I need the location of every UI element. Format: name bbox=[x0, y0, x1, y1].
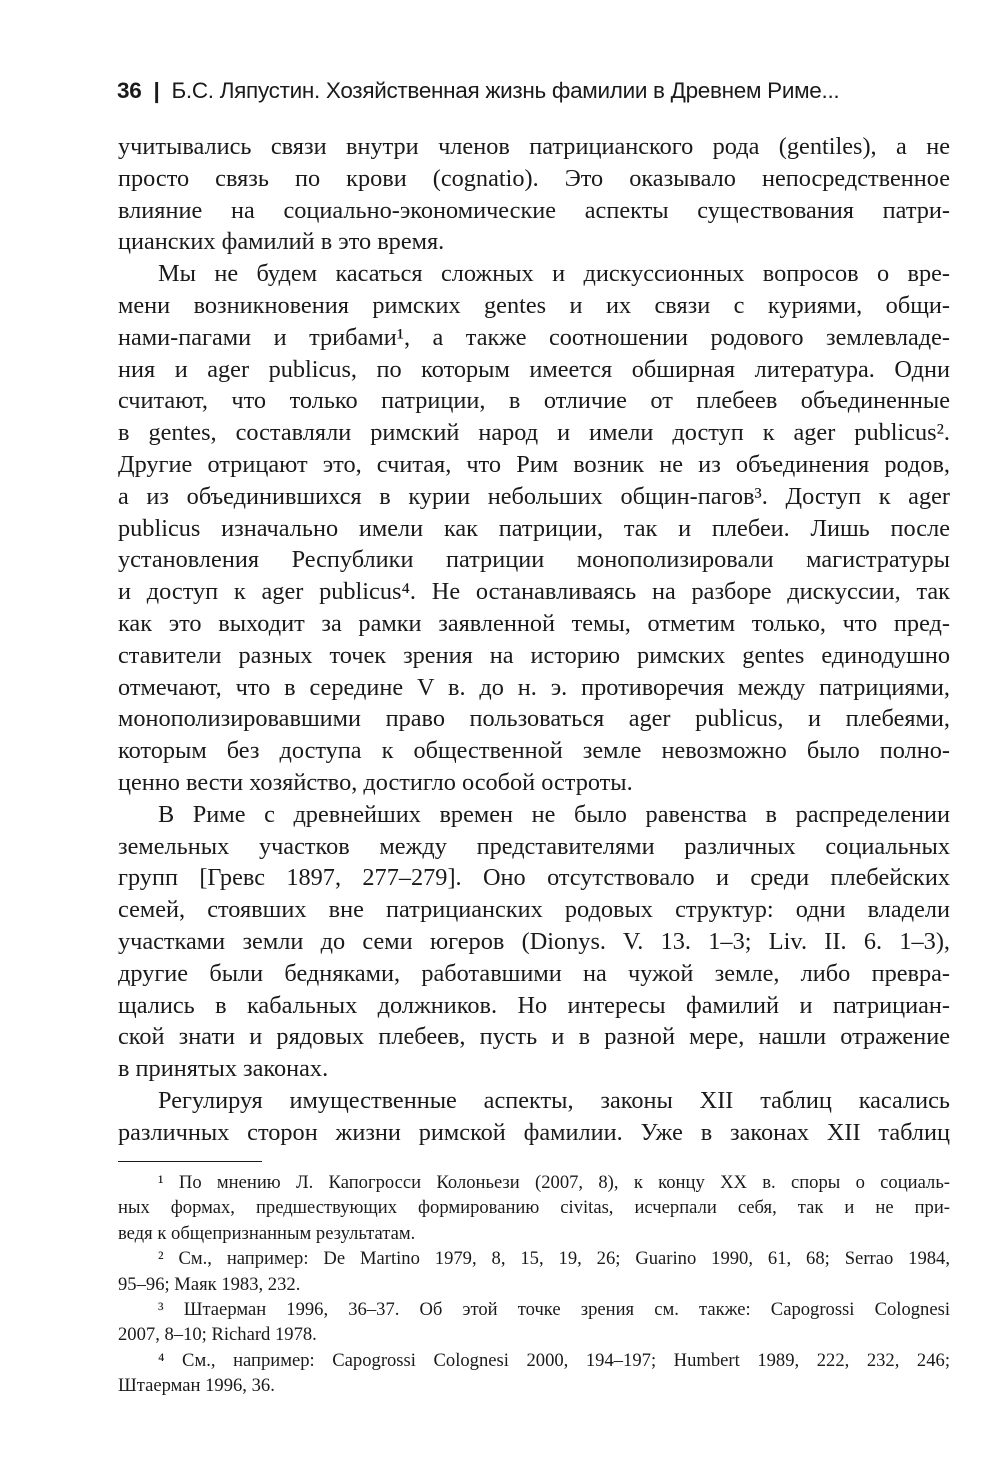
text-line: ния и ager publicus, по которым имеется обширная литература. Одни bbox=[118, 355, 950, 383]
footnote-divider bbox=[118, 1161, 262, 1162]
text-line: установления Республики патриции монополизировали магистратуры bbox=[118, 546, 950, 574]
text-line: семей, стоявших вне патрицианских родовых структур: одни владели bbox=[118, 896, 950, 924]
text-line: цианских фамилий в это время. bbox=[118, 228, 445, 256]
paragraph-3 bbox=[118, 799, 950, 1085]
text-line: просто связь по крови (cognatio). Это оказывало непосредственное bbox=[118, 164, 950, 192]
page-number: 36 bbox=[117, 78, 142, 103]
text-line: в принятых законах. bbox=[118, 1055, 329, 1083]
text-line: а из объединившихся в курии небольших общин-пагов³. Доступ к ager bbox=[118, 482, 950, 510]
text-line: ставители разных точек зрения на историю римских gentes единодушно bbox=[118, 641, 950, 669]
text-line: и доступ к ager publicus⁴. Не останавливаясь на разборе дискуссии, так bbox=[118, 578, 950, 606]
running-head bbox=[117, 76, 957, 106]
text-line: в gentes, составляли римский народ и имели доступ к ager publicus². bbox=[118, 419, 950, 447]
text-line: учитывались связи внутри членов патрицианского рода (gentiles), а не bbox=[118, 133, 950, 160]
body-text bbox=[118, 131, 950, 1149]
footnote-1 bbox=[118, 1170, 950, 1246]
text-line: мени возникновения римских gentes и их связи с куриями, общи- bbox=[118, 291, 950, 319]
text-line: которым без доступа к общественной земле невозможно было полно- bbox=[118, 737, 950, 765]
text-line: ской знати и рядовых плебеев, пусть и в разной мере, нашли отражение bbox=[118, 1023, 950, 1051]
footnotes bbox=[118, 1170, 950, 1399]
text-line: щались в кабальных должников. Но интересы фамилий и патрициан- bbox=[118, 991, 950, 1019]
text-line: Регулируя имущественные аспекты, законы XII таблиц касались bbox=[158, 1086, 950, 1114]
paragraph-2 bbox=[118, 258, 950, 799]
text-line: групп [Гревс 1897, 277–279]. Оно отсутствовало и среди плебейских bbox=[118, 864, 950, 892]
text-line: В Риме с древнейших времен не было равенства в распределении bbox=[158, 800, 950, 828]
text-line: нами-пагами и трибами¹, а также соотношении родового землевладе- bbox=[118, 323, 950, 351]
text-line: Мы не будем касаться сложных и дискуссионных вопросов о вре- bbox=[158, 260, 950, 288]
footnote-line: Штаерман 1996, 36. bbox=[118, 1375, 275, 1397]
footnote-2 bbox=[118, 1246, 950, 1297]
text-line: отмечают, что в середине V в. до н. э. противоречия между патрициями, bbox=[118, 673, 950, 701]
text-line: участками земли до семи югеров (Dionys. V. 13. 1–3; Liv. II. 6. 1–3), bbox=[118, 927, 950, 955]
footnote-line: ² См., например: De Martino 1979, 8, 15, 19, 26; Guarino 1990, 61, 68; Serrao 1984, bbox=[158, 1248, 950, 1270]
text-line: монополизировавшими право пользоваться ager publicus, и плебеями, bbox=[118, 705, 950, 733]
footnote-line: ных формах, предшествующих формированию civitas, исчерпали себя, так и не при- bbox=[118, 1197, 950, 1219]
running-head-title: Б.С. Ляпустин. Хозяйственная жизнь фамилии в Древнем Риме... bbox=[171, 78, 840, 103]
text-line: различных сторон жизни римской фамилии. Уже в законах XII таблиц bbox=[118, 1118, 950, 1146]
text-line: земельных участков между представителями различных социальных bbox=[118, 832, 950, 860]
text-line: publicus изначально имели как патриции, так и плебеи. Лишь после bbox=[118, 514, 950, 542]
text-line: влияние на социально-экономические аспекты существования патри- bbox=[118, 196, 950, 224]
footnote-4 bbox=[118, 1348, 950, 1399]
footnote-line: ³ Штаерман 1996, 36–37. Об этой точке зрения см. также: Capogrossi Colognesi bbox=[158, 1298, 950, 1320]
running-head-separator: | bbox=[153, 78, 160, 103]
footnote-line: 2007, 8–10; Richard 1978. bbox=[118, 1324, 317, 1346]
footnote-line: ведя к общепризнанным результатам. bbox=[118, 1222, 416, 1244]
paragraph-1 bbox=[118, 131, 950, 258]
footnote-3 bbox=[118, 1297, 950, 1348]
text-line: как это выходит за рамки заявленной темы, отметим только, что пред- bbox=[118, 609, 950, 637]
text-line: другие были бедняками, работавшими на чужой земле, либо превра- bbox=[118, 959, 950, 987]
footnote-line: ¹ По мнению Л. Капогросси Колоньези (2007, 8), к концу XX в. споры о социаль- bbox=[158, 1172, 950, 1193]
paragraph-4 bbox=[118, 1085, 950, 1149]
footnote-line: ⁴ См., например: Capogrossi Colognesi 2000, 194–197; Humbert 1989, 222, 232, 246; bbox=[158, 1349, 950, 1371]
text-line: ценно вести хозяйство, достигло особой остроты. bbox=[118, 768, 633, 796]
text-line: Другие отрицают это, считая, что Рим возник не из объединения родов, bbox=[118, 450, 950, 478]
footnote-line: 95–96; Маяк 1983, 232. bbox=[118, 1273, 301, 1295]
text-line: считают, что только патриции, в отличие от плебеев объединенные bbox=[118, 387, 950, 415]
